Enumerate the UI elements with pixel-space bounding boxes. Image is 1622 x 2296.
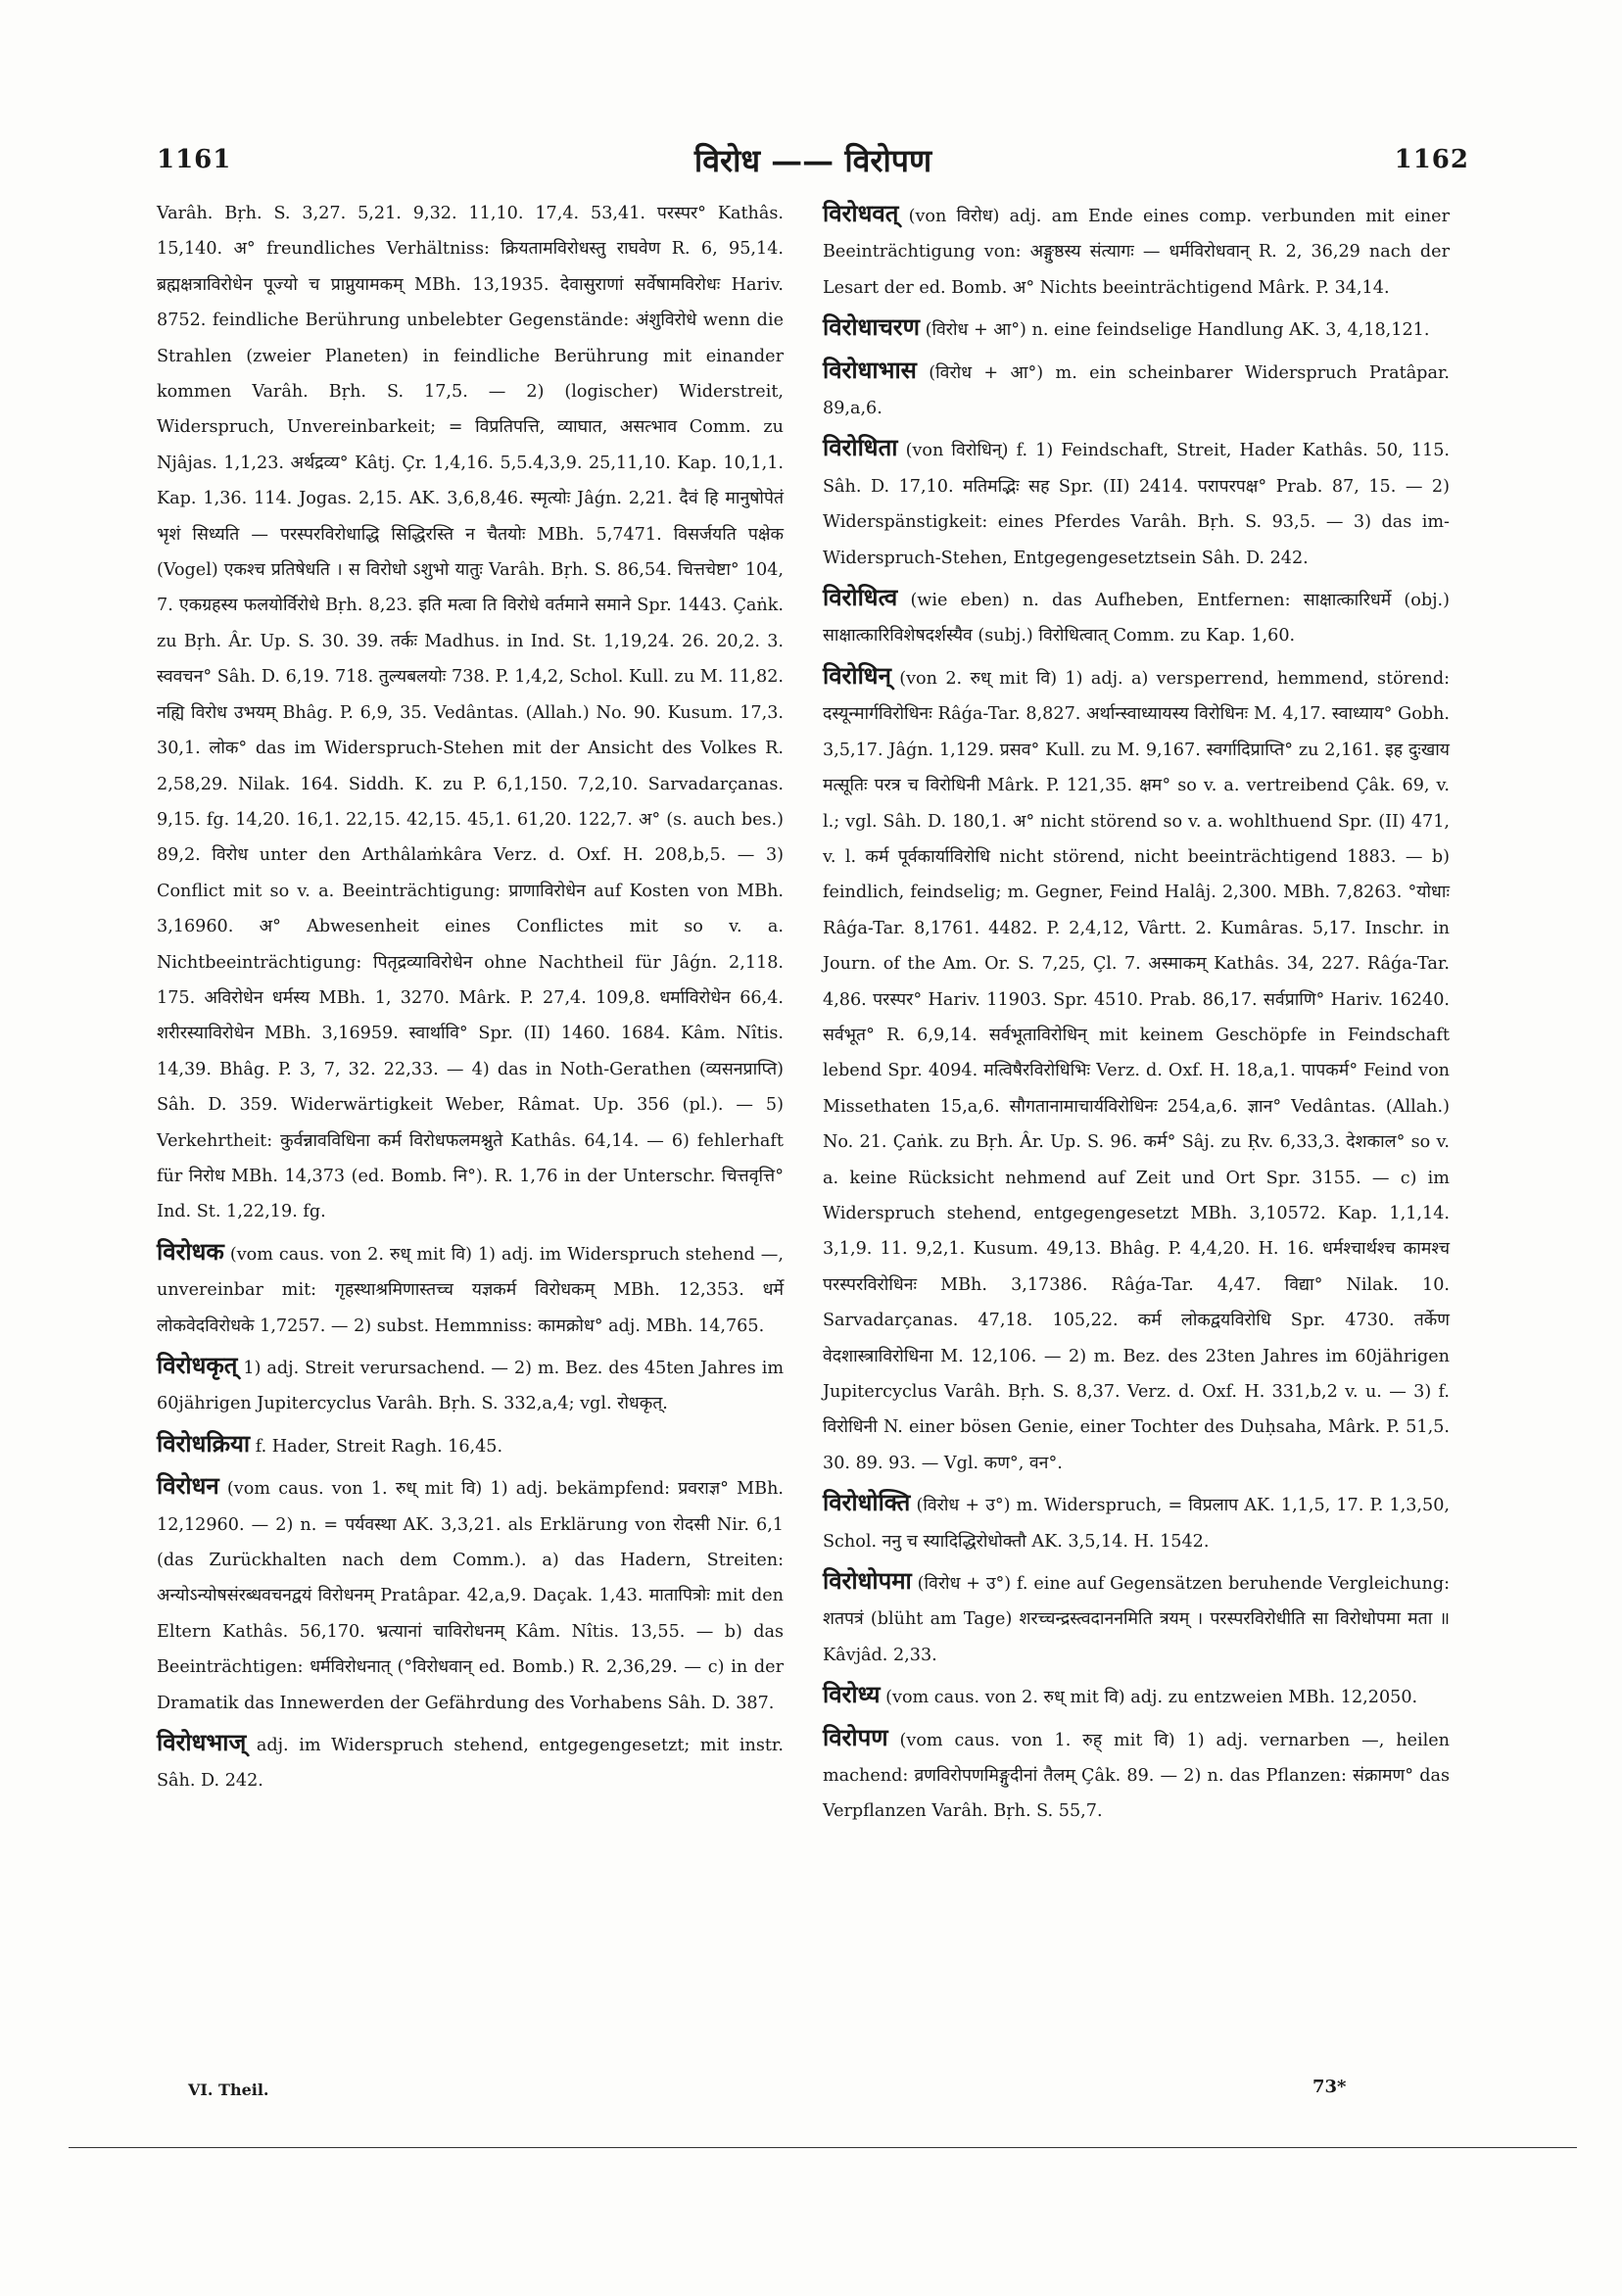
entry-headword: विरोधिन् — [823, 660, 891, 690]
dictionary-entry — [823, 310, 1450, 348]
dictionary-entry — [157, 1468, 784, 1721]
dictionary-entry — [157, 1426, 784, 1464]
entry-text: (विरोध + उ°) f. eine auf Gegensätzen beruhende Vergleichung: शतपत्रं (blüht am Tage) शरच्चन्द्रस्त्वदाननमिति त्रयम् । परस्परविरोधीति सा विरोधोपमा मता ॥ Kâvjâd. 2,33. — [823, 1574, 1451, 1665]
entry-text: (vom caus. von 2. रुध् mit वि) adj. zu entzweien MBh. 12,2050. — [885, 1688, 1418, 1708]
dictionary-entry — [823, 196, 1450, 306]
entry-text: (von 2. रुध् mit वि) 1) adj. a) versperrend, hemmend, störend: दस्यून्मार्गविरोधिनः Râǵa-Tar. 8,827. अर्थान्स्वाध्यायस्य विरोधिनः M. 4,17. स्वाध्याय° Gobh. 3,5,17. Jâǵn. 1,129. प्रसव° Kull. zu M. 9,167. स्वर्गादिप्राप्ति° zu 2,161. इह दुःखाय मत्सूतिः परत्र च विरोधिनी Mârk. P. 121,35. क्षम° so v. a. vertreibend Çâk. 69, v. l.; vgl. Sâh. D. 180,1. अ° nicht störend so v. a. wohlthuend Spr. (II) 471, v. l. कर्म पूर्वकार्याविरोधि nicht störend, nicht beeinträchtigend 1883. — b) feindlich, feindselig; m. Gegner, Feind Halâj. 2,300. MBh. 7,8263. °योधाः Râǵa-Tar. 8,1761. 4482. P. 2,4,12, Vârtt. 2. Kumâras. 5,17. Inschr. in Journ. of the Am. Or. S. 7,25, Çl. 7. अस्माकम् Kathâs. 34, 227. Râǵa-Tar. 4,86. परस्पर° Hariv. 11903. Spr. 4510. Prab. 86,17. सर्वप्राणि° Hariv. 16240. सर्वभूत° R. 6,9,14. सर्वभूताविरोधिन् mit keinem Geschöpfe in Feindschaft lebend Spr. 4094. मत्विषैरविरोधिभिः Verz. d. Oxf. H. 18,a,1. पापकर्म° Feind von Missethaten 15,a,6. सौगतानामाचार्यविरोधिनः 254,a,6. ज्ञान° Vedântas. (Allah.) No. 21. Çaṅk. zu Bṛh. Âr. Up. S. 96. कर्म° Sâj. zu Ṛv. 6,33,3. देशकाल° so v. a. keine Rücksicht nehmend auf Zeit und Ort Spr. 3155. — c) im Widerspruch stehend, entgegengesetzt MBh. 3,10572. Kap. 1,1,14. 3,1,9. 11. 9,2,1. Kusum. 49,13. Bhâg. P. 4,4,20. H. 16. धर्मश्चार्थश्च कामश्च परस्परविरोधिनः MBh. 3,17386. Râǵa-Tar. 4,47. विद्या° Nilak. 10. Sarvadarçanas. 47,18. 105,22. कर्म लोकद्वयविरोधि Spr. 4730. तर्केण वेदशास्त्राविरोधिना M. 12,106. — 2) m. Bez. des 23ten Jahres im 60jährigen Jupitercyclus Varâh. Bṛh. S. 8,37. Verz. d. Oxf. H. 331,b,2 v. u. — 3) f. विरोधिनी N. einer bösen Genie, einer Tochter des Duḥsaha, Mârk. P. 51,5. 30. 89. 93. — Vgl. कण°, वन°. — [823, 668, 1451, 1473]
dictionary-entry — [823, 658, 1450, 1481]
entry-headword: विरोधन — [157, 1471, 219, 1501]
entry-headword: विरोधाचरण — [823, 312, 920, 342]
entry-text: Varâh. Bṛh. S. 3,27. 5,21. 9,32. 11,10. 17,4. 53,41. परस्पर° Kathâs. 15,140. अ° freundliches Verhältniss: क्रियतामविरोधस्तु राघवेण R. 6, 95,14. ब्रह्मक्षत्राविरोधेन पूज्यो च प्राप्नुयामकम् MBh. 13,1935. देवासुराणां सर्वेषामविरोधः Hariv. 8752. feindliche Berührung unbelebter Gegenstände: अंशुविरोधे wenn die Strahlen (zweier Planeten) in feindliche Berührung mit einander kommen Varâh. Bṛh. S. 17,5. — 2) (logischer) Widerstreit, Widerspruch, Unvereinbarkeit; = विप्रतिपत्ति, व्याघात, असत्भाव Comm. zu Njâjas. 1,1,23. अर्थद्रव्य° Kâtj. Çr. 1,4,16. 5,5.4,3,9. 25,11,10. Kap. 10,1,1. Kap. 1,36. 114. Jogas. 2,15. AK. 3,6,8,46. स्मृत्योः Jâǵn. 2,21. दैवं हि मानुषोपेतं भृशं सिध्यति — परस्परविरोधाद्धि सिद्धिरस्ति न चैतयोः MBh. 5,7471. विसर्जयति पक्षेक (Vogel) एकश्च प्रतिषेधति । स विरोधो ऽशुभो यातुः Varâh. Bṛh. S. 86,54. चित्तचेष्टा° 104, 7. एकग्रहस्य फलयोर्विरोधे Bṛh. 8,23. इति मत्वा ति विरोधे वर्तमाने समाने Spr. 1443. Çaṅk. zu Bṛh. Âr. Up. S. 30. 39. तर्कः Madhus. in Ind. St. 1,19,24. 26. 20,2. 3. स्ववचन° Sâh. D. 6,19. 718. तुल्यबलयोः 738. P. 1,4,2, Schol. Kull. zu M. 11,82. नह्यि विरोध उभयम् Bhâg. P. 6,9, 35. Vedântas. (Allah.) No. 90. Kusum. 17,3. 30,1. लोक° das im Widerspruch-Stehen mit der Ansicht des Volkes R. 2,58,29. Nilak. 164. Siddh. K. zu P. 6,1,150. 7,2,10. Sarvadarçanas. 9,15. fg. 14,20. 16,1. 22,15. 42,15. 45,1. 61,20. 122,7. अ° (s. auch bes.) 89,2. विरोध unter den Arthâlaṁkâra Verz. d. Oxf. H. 208,b,5. — 3) Conflict mit so v. a. Beeinträchtigung: प्राणाविरोधेन auf Kosten von MBh. 3,16960. अ° Abwesenheit eines Conflictes mit so v. a. Nichtbeeinträchtigung: पितृद्रव्याविरोधेन ohne Nachtheil für Jâǵn. 2,118. 175. अविरोधेन धर्मस्य MBh. 1, 3270. Mârk. P. 27,4. 109,8. धर्माविरोधेन 66,4. शरीरस्याविरोधेन MBh. 3,16959. स्वार्थावि° Spr. (II) 1460. 1684. Kâm. Nîtis. 14,39. Bhâg. P. 3, 7, 32. 22,33. — 4) das in Noth-Gerathen (व्यसनप्राप्ति) Sâh. D. 359. Widerwärtigkeit Weber, Râmat. Up. 356 (pl.). — 5) Verkehrtheit: कुर्वन्नावविधिना कर्म विरोधफलमश्नुते Kathâs. 64,14. — 6) fehlerhaft für निरोध MBh. 14,373 (ed. Bomb. नि°). R. 1,76 in der Unterschr. चित्तवृत्ति° Ind. St. 1,22,19. fg. — [157, 204, 784, 1222]
entry-headword: विरोधकृत् — [157, 1351, 238, 1379]
entry-text: (von विरोध) adj. am Ende eines comp. verbunden mit einer Beeinträchtigung von: अङ्गुष्ठस्य संत्यागः — धर्मविरोधवान् R. 2, 36,29 nach der Lesart der ed. Bomb. अ° Nichts beeinträchtigend Mârk. P. 34,14. — [823, 207, 1451, 298]
entry-text: (vom caus. von 1. रुध् mit वि) 1) adj. bekämpfend: प्रवराज्ञ° MBh. 12,12960. — 2) n. = पर्यवस्था AK. 3,3,21. als Erklärung von रोदसी Nir. 6,1 (das Zurückhalten nach dem Comm.). a) das Hadern, Streiten: अन्योऽन्योषसंरब्धवचनद्वयं विरोधनम् Pratâpar. 42,a,9. Daçak. 1,43. मातापित्रोः mit den Eltern Kathâs. 56,170. भ्रत्यानां चाविरोधनम् Kâm. Nîtis. 13,55. — b) das Beeinträchtigen: धर्मविरोधनात् (°विरोधवान् ed. Bomb.) R. 2,36,29. — c) in der Dramatik das Innewerden der Gefährdung des Vorhabens Sâh. D. 387. — [157, 1479, 785, 1713]
left-column — [157, 196, 784, 1803]
dictionary-entry — [823, 1677, 1450, 1715]
entry-headword: विरोधोपमा — [823, 1566, 912, 1596]
dictionary-entry — [823, 430, 1450, 576]
bottom-rule — [69, 2147, 1577, 2148]
entry-text: (vom caus. von 2. रुध् mit वि) 1) adj. im Widerspruch stehend —, unvereinbar mit: गृहस्थाश्रमिणास्तच्च यज्ञकर्म विरोधकम् MBh. 12,353. धर्मे लोकवेदविरोधके 1,7257. — 2) subst. Hemmniss: कामक्रोध° adj. MBh. 14,765. — [157, 1244, 784, 1336]
entry-text: f. Hader, Streit Ragh. 16,45. — [255, 1436, 503, 1457]
dictionary-entry — [157, 196, 784, 1230]
entry-headword: विरोधोक्ति — [823, 1488, 911, 1517]
entry-headword: विरोधक्रिया — [157, 1428, 251, 1458]
entry-headword: विरोपण — [823, 1722, 888, 1751]
entry-headword: विरोधक — [157, 1236, 224, 1266]
entry-text: 1) adj. Streit verursachend. — 2) m. Bez. des 45ten Jahres im 60jährigen Jupitercyclus Varâh. Bṛh. S. 332,a,4; vgl. रोधकृत्. — [157, 1359, 785, 1414]
signature-mark: 73* — [1312, 2077, 1347, 2097]
entry-text: (vom caus. von 1. रुह् mit वि) 1) adj. vernarben —, heilen machend: व्रणविरोपणमिङ्गुदीनां तैलम् Çâk. 89. — 2) n. das Pflanzen: संक्रामण° das Verpflanzen Varâh. Bṛh. S. 55,7. — [823, 1730, 1450, 1822]
page-number-right: 1162 — [1394, 145, 1469, 174]
dictionary-entry — [823, 353, 1450, 427]
entry-text: (विरोध + आ°) n. eine feindselige Handlung AK. 3, 4,18,121. — [925, 320, 1430, 341]
running-head: विरोध —— विरोपण — [693, 141, 932, 179]
page-number-left: 1161 — [157, 145, 232, 174]
dictionary-entry — [157, 1725, 784, 1799]
dictionary-entry — [823, 1720, 1450, 1830]
volume-mark: VI. Theil. — [188, 2081, 269, 2099]
entry-headword: विरोधभाज् — [157, 1728, 247, 1757]
page-header — [157, 135, 1469, 184]
dictionary-entry — [823, 580, 1450, 654]
dictionary-entry — [823, 1485, 1450, 1559]
dictionary-entry — [157, 1234, 784, 1344]
entry-text: (von विरोधिन्) f. 1) Feindschaft, Streit, Hader Kathâs. 50, 115. Sâh. D. 17,10. मतिमद्भिः सह Spr. (II) 2414. परापरपक्ष° Prab. 87, 15. — 2) Widerspänstigkeit: eines Pferdes Varâh. Bṛh. S. 93,5. — 3) das im-Widerspruch-Stehen, Entgegengesetztsein Sâh. D. 242. — [823, 441, 1451, 568]
right-column — [823, 196, 1450, 1834]
entry-text: (विरोध + उ°) m. Widerspruch, = विप्रलाप AK. 1,1,5, 17. P. 1,3,50, Schol. ननु च स्यादिद्धिरोधोक्तौ AK. 3,5,14. H. 1542. — [823, 1496, 1451, 1552]
entry-headword: विरोधाभास — [823, 355, 917, 384]
entry-headword: विरोध्य — [823, 1680, 881, 1709]
entry-headword: विरोधित्व — [823, 583, 898, 612]
dictionary-entry — [157, 1348, 784, 1422]
entry-headword: विरोधिता — [823, 433, 898, 462]
entry-headword: विरोधवत् — [823, 199, 899, 227]
entry-text: (विरोध + आ°) m. ein scheinbarer Widerspruch Pratâpar. 89,a,6. — [823, 362, 1451, 419]
dictionary-entry — [823, 1563, 1450, 1673]
entry-text: adj. im Widerspruch stehend, entgegengesetzt; mit instr. Sâh. D. 242. — [157, 1736, 784, 1792]
entry-text: (wie eben) n. das Aufheben, Entfernen: साक्षात्कारिधर्मे (obj.) साक्षात्कारिविशेषदर्शस्यैव (subj.) विरोधित्वात् Comm. zu Kap. 1,60. — [823, 591, 1451, 646]
